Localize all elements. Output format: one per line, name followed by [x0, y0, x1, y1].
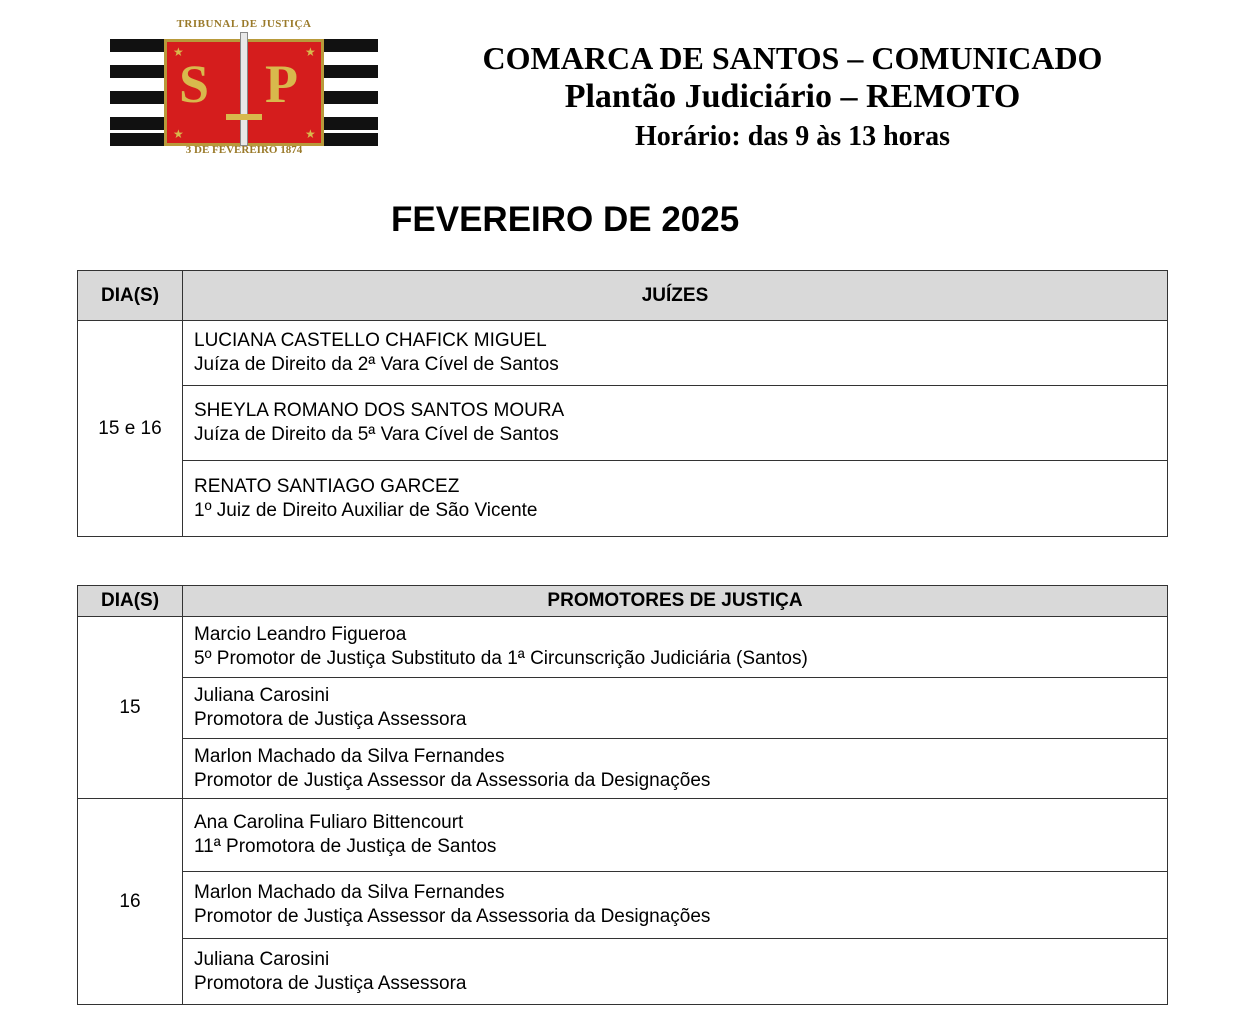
judges-header-row — [78, 271, 1168, 321]
day-cell: 15 — [78, 617, 183, 799]
star-icon: ★ — [305, 127, 316, 141]
star-icon: ★ — [173, 127, 184, 141]
person-role: Juíza de Direito da 5ª Vara Cível de Santos — [194, 424, 559, 445]
prosecutor-entry — [183, 799, 1168, 872]
person-name: Juliana Carosini — [194, 948, 330, 970]
table-row — [78, 617, 1168, 678]
judge-entry — [183, 321, 1168, 386]
header-comarca: COMARCA DE SANTOS – COMUNICADO — [482, 40, 1103, 76]
sword-hilt — [226, 114, 262, 120]
person-role: 11ª Promotora de Justiça de Santos — [194, 836, 497, 857]
col-header-judges: JUÍZES — [183, 271, 1168, 321]
day-cell: 15 e 16 — [78, 321, 183, 537]
judge-entry — [183, 386, 1168, 461]
table-row — [78, 739, 1168, 799]
star-icon: ★ — [173, 45, 184, 59]
judges-table — [77, 270, 1168, 537]
table-row — [78, 799, 1168, 872]
person-name: RENATO SANTIAGO GARCEZ — [194, 475, 460, 497]
person-role: Promotora de Justiça Assessora — [194, 972, 467, 994]
header-plantao: Plantão Judiciário – REMOTO — [564, 78, 1021, 115]
prosecutor-entry — [183, 617, 1168, 678]
judge-entry — [183, 461, 1168, 537]
person-role: Juíza de Direito da 2ª Vara Cível de Santos — [194, 354, 559, 375]
person-role: Promotor de Justiça Assessor da Assessoria da Designações — [194, 906, 711, 927]
sword-icon — [240, 32, 248, 146]
person-name: Marlon Machado da Silva Fernandes — [194, 882, 505, 903]
prosecutor-entry — [183, 739, 1168, 799]
table-row — [78, 461, 1168, 537]
person-name: Marcio Leandro Figueroa — [194, 624, 407, 645]
header-horario: Horário: das 9 às 13 horas — [635, 121, 950, 152]
prosecutor-entry — [183, 678, 1168, 739]
prosecutor-entry — [183, 939, 1168, 1005]
person-role: Promotora de Justiça Assessora — [194, 709, 467, 730]
person-role: 1º Juiz de Direito Auxiliar de São Vicente — [194, 499, 538, 521]
month-title: FEVEREIRO DE 2025 — [391, 200, 740, 239]
person-name: Marlon Machado da Silva Fernandes — [194, 745, 505, 767]
col-header-days: DIA(S) — [78, 271, 183, 321]
tjsp-seal-logo — [110, 18, 378, 160]
person-role: 5º Promotor de Justiça Substituto da 1ª Circunscrição Judiciária (Santos) — [194, 648, 808, 669]
star-icon: ★ — [305, 45, 316, 59]
person-role: Promotor de Justiça Assessor da Assessoria da Designações — [194, 769, 711, 791]
person-name: Juliana Carosini — [194, 685, 330, 706]
prosecutors-table — [77, 585, 1168, 1005]
table-row — [78, 678, 1168, 739]
col-header-prosecutors: PROMOTORES DE JUSTIÇA — [183, 586, 1168, 617]
table-row — [78, 386, 1168, 461]
seal-letter-s: S — [179, 54, 210, 114]
person-name: SHEYLA ROMANO DOS SANTOS MOURA — [194, 400, 565, 421]
table-row — [78, 872, 1168, 939]
seal-top-text: TRIBUNAL DE JUSTIÇA — [176, 18, 312, 30]
seal-bottom-text: 3 DE FEVEREIRO 1874 — [185, 144, 303, 156]
seal-letter-p: P — [265, 54, 298, 114]
person-name: LUCIANA CASTELLO CHAFICK MIGUEL — [194, 330, 547, 351]
prosecutors-header-row — [78, 586, 1168, 617]
day-cell: 16 — [78, 799, 183, 1005]
person-name: Ana Carolina Fuliaro Bittencourt — [194, 812, 464, 833]
prosecutor-entry — [183, 872, 1168, 939]
col-header-days: DIA(S) — [78, 586, 183, 617]
table-row — [78, 321, 1168, 386]
table-row — [78, 939, 1168, 1005]
